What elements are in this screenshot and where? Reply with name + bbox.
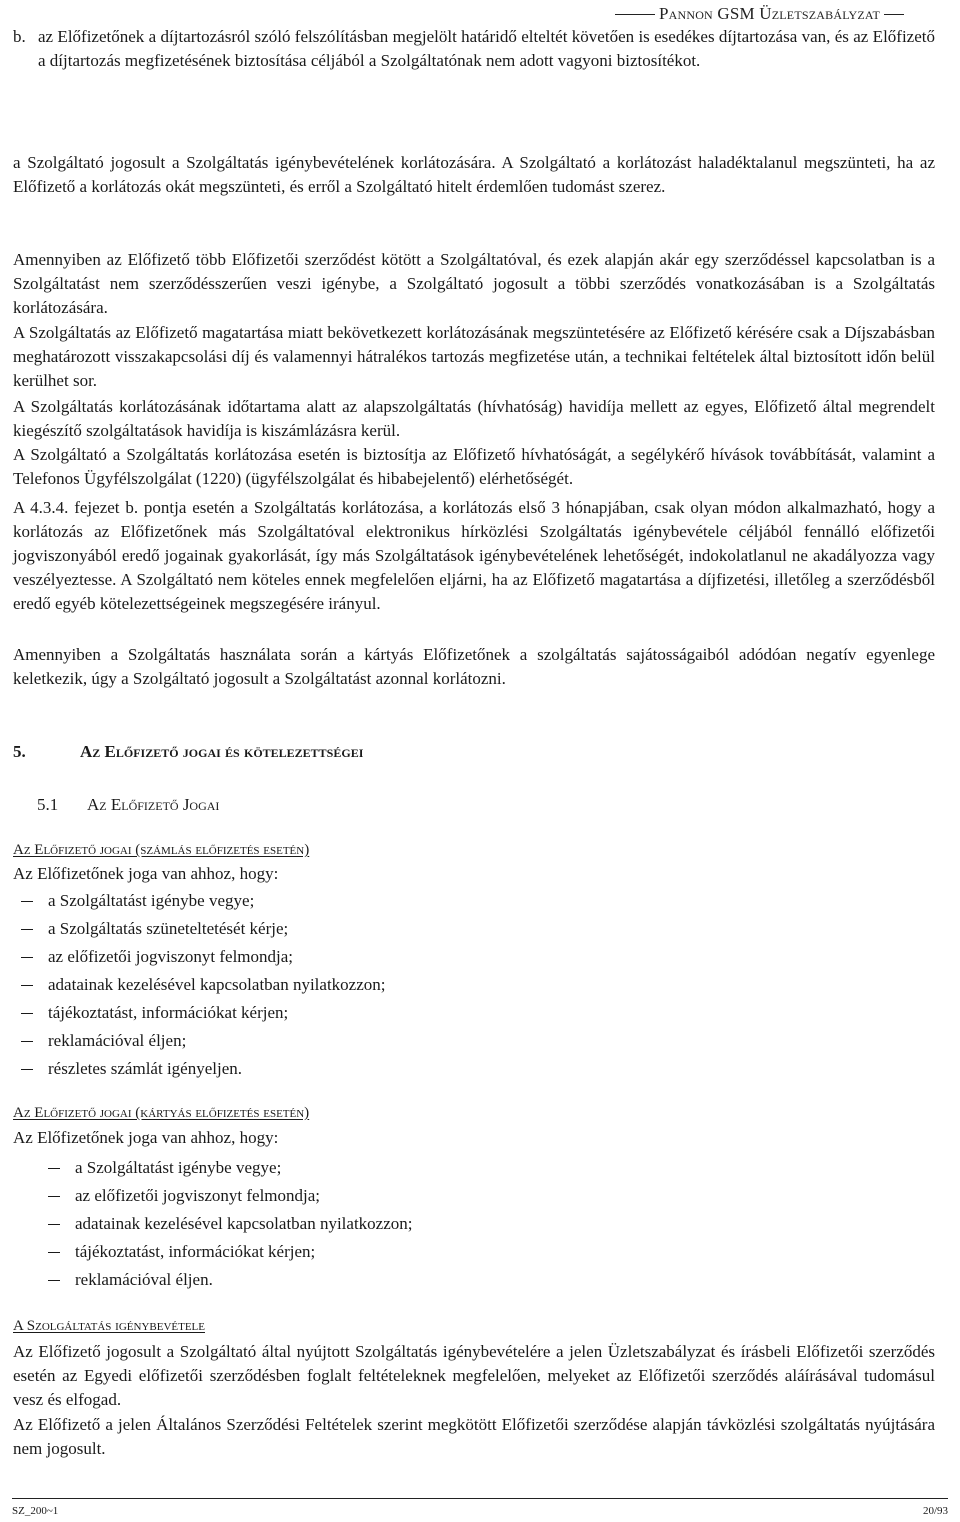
list-item [21, 1027, 386, 1055]
paragraph-reconnect: A Szolgáltatás az Előfizető magatartása miatt bekövetkezett korlátozásának megszüntetésére az Előfizető kérésére csak a Díjszabásban meghatározott visszakapcsolási díj és valamennyi hátralékos tartozás megfizetése után, a technikai feltételek által biztosított időn belül kerülhet sor. [13, 323, 935, 390]
header-title: Pannon GSM Üzletszabályzat [658, 4, 880, 23]
dash-bullet [48, 1224, 60, 1225]
footer-doc-id: SZ_200~1 [12, 1505, 59, 1517]
section-5-number: 5. [13, 742, 26, 761]
dash-bullet [48, 1252, 60, 1253]
list-item [21, 943, 386, 971]
header-rule-left [615, 14, 655, 15]
item-b-text: az Előfizetőnek a díjtartozásról szóló felszólításban megjelölt határidő elteltét követően is esedékes díjtartozása van, és az Előfizető a díjtartozás megfizetésének biztosítása céljából a Szolgáltatónak nem adott vagyoni biztosítékot. [38, 27, 935, 70]
list-item [21, 887, 386, 915]
usage-heading: A Szolgáltatás igénybevétele [13, 1318, 205, 1334]
list-item-text: adatainak kezelésével kapcsolatban nyilatkozzon; [75, 1214, 413, 1233]
list-item-text: a Szolgáltatást igénybe vegye; [75, 1158, 282, 1177]
list-item [21, 915, 386, 943]
dash-bullet [21, 957, 33, 958]
section-5-title: Az Előfizető jogai és kötelezettségei [80, 742, 364, 761]
dash-bullet [21, 1069, 33, 1070]
list-item-text: adatainak kezelésével kapcsolatban nyilatkozzon; [48, 975, 386, 994]
section-5-1-number: 5.1 [37, 795, 59, 814]
list-item [48, 1210, 413, 1238]
paragraph-duration: A Szolgáltatás korlátozásának időtartama alatt az alapszolgáltatás (hívhatóság) havidíja mellett az egyes, Előfizető által megrendelt kiegészítő szolgáltatások havidíja is kiszámlázásra kerül. [13, 397, 935, 440]
usage-paragraph-1: Az Előfizető jogosult a Szolgáltató által nyújtott Szolgáltatás igénybevételére a jelen Üzletszabályzat és írásbeli Előfizetői szerződés esetén az Egyedi előfizetői szerződésben foglalt feltételeknek megfelelően, melyeket az Előfizetői szerződés aláírásával tudomásul vesz és elfogad. [13, 1342, 935, 1409]
prepaid-rights-heading: Az Előfizető jogai (kártyás előfizetés esetén) [13, 1105, 310, 1121]
item-b-label: b. [13, 27, 26, 46]
dash-bullet [21, 985, 33, 986]
running-header [615, 4, 904, 24]
paragraph-emergency: A Szolgáltató a Szolgáltatás korlátozása esetén is biztosítja az Előfizető hívhatóságát, a segélykérő hívások továbbítását, valamint a Telefonos Ügyfélszolgálat (1220) (ügyfélszolgálat és hibabejelentő) elérhetőségét. [13, 445, 935, 488]
section-5-1-heading [37, 795, 219, 815]
list-item-text: reklamációval éljen. [75, 1270, 213, 1289]
dash-bullet [21, 929, 33, 930]
prepaid-rights-lead: Az Előfizetőnek joga van ahhoz, hogy: [13, 1128, 279, 1147]
paragraph-prepaid-negative: Amennyiben a Szolgáltatás használata során a kártyás Előfizetőnek a szolgáltatás sajátosságaiból adódóan negatív egyenlege keletkezik, úgy a Szolgáltató jogosult a Szolgáltatást azonnal korlátozni. [13, 645, 935, 688]
dash-bullet [21, 1013, 33, 1014]
section-5-heading [13, 742, 363, 762]
list-item-text: részletes számlát igényeljen. [48, 1059, 242, 1078]
header-rule-right [884, 14, 904, 15]
list-item-text: tájékoztatást, információkat kérjen; [48, 1003, 289, 1022]
list-item [21, 999, 386, 1027]
postpaid-rights-lead: Az Előfizetőnek joga van ahhoz, hogy: [13, 864, 279, 883]
dash-bullet [21, 901, 33, 902]
postpaid-rights-heading: Az Előfizető jogai (számlás előfizetés esetén) [13, 842, 310, 858]
list-item [21, 971, 386, 999]
list-item [48, 1154, 413, 1182]
list-item-text: a Szolgáltatás szüneteltetését kérje; [48, 919, 289, 938]
paragraph-434: A 4.3.4. fejezet b. pontja esetén a Szolgáltatás korlátozása, a korlátozás első 3 hónapjában, csak olyan módon alkalmazható, hogy a korlátozás az Előfizetőnek más Szolgáltatóval elektronikus hírközlési Szolgáltatás igénybevétele céljából fennálló előfizetői jogviszonyából eredő jogainak gyakorlását, így más Szolgáltatások igénybevételének lehetőségét, indokolatlanul ne akadályozza vagy veszélyeztesse. A Szolgáltató nem köteles ennek megfelelően eljárni, ha az Előfizető magatartása a díjfizetési, illetőleg a szerződésből eredő egyéb kötelezettségeinek megszegésére irányul. [13, 498, 935, 613]
list-item [48, 1238, 413, 1266]
prepaid-rights-list [48, 1154, 413, 1294]
postpaid-rights-list [21, 887, 386, 1083]
list-item-text: az előfizetői jogviszonyt felmondja; [75, 1186, 321, 1205]
paragraph-restriction: a Szolgáltató jogosult a Szolgáltatás igénybevételének korlátozására. A Szolgáltató a korlátozást haladéktalanul megszünteti, ha az Előfizető a korlátozás okát megszünteti, és erről a Szolgáltató hitelt érdemlően tudomást szerez. [13, 153, 935, 196]
dash-bullet [48, 1196, 60, 1197]
list-item-text: tájékoztatást, információkat kérjen; [75, 1242, 316, 1261]
footer-page-number: 20/93 [922, 1505, 948, 1517]
list-item [48, 1182, 413, 1210]
dash-bullet [48, 1168, 60, 1169]
list-item [21, 1055, 386, 1083]
paragraph-multiple-contracts: Amennyiben az Előfizető több Előfizetői szerződést kötött a Szolgáltatóval, és ezek alapján akár egy szerződéssel kapcsolatban is a Szolgáltatást nem szerződésszerűen veszi igénybe, a Szolgáltató jogosult a többi szerződés vonatkozásában is a Szolgáltatás korlátozására. [13, 250, 935, 317]
dash-bullet [21, 1041, 33, 1042]
dash-bullet [48, 1280, 60, 1281]
list-item-text: az előfizetői jogviszonyt felmondja; [48, 947, 294, 966]
list-item-text: reklamációval éljen; [48, 1031, 187, 1050]
list-item-text: a Szolgáltatást igénybe vegye; [48, 891, 255, 910]
section-5-1-title: Az Előfizető Jogai [87, 795, 220, 814]
usage-paragraph-2: Az Előfizető a jelen Általános Szerződési Feltételek szerint megkötött Előfizetői szerződése alapján távközlési szolgáltatás nyújtására nem jogosult. [13, 1415, 935, 1458]
list-item [48, 1266, 413, 1294]
page-footer [12, 1498, 948, 1517]
